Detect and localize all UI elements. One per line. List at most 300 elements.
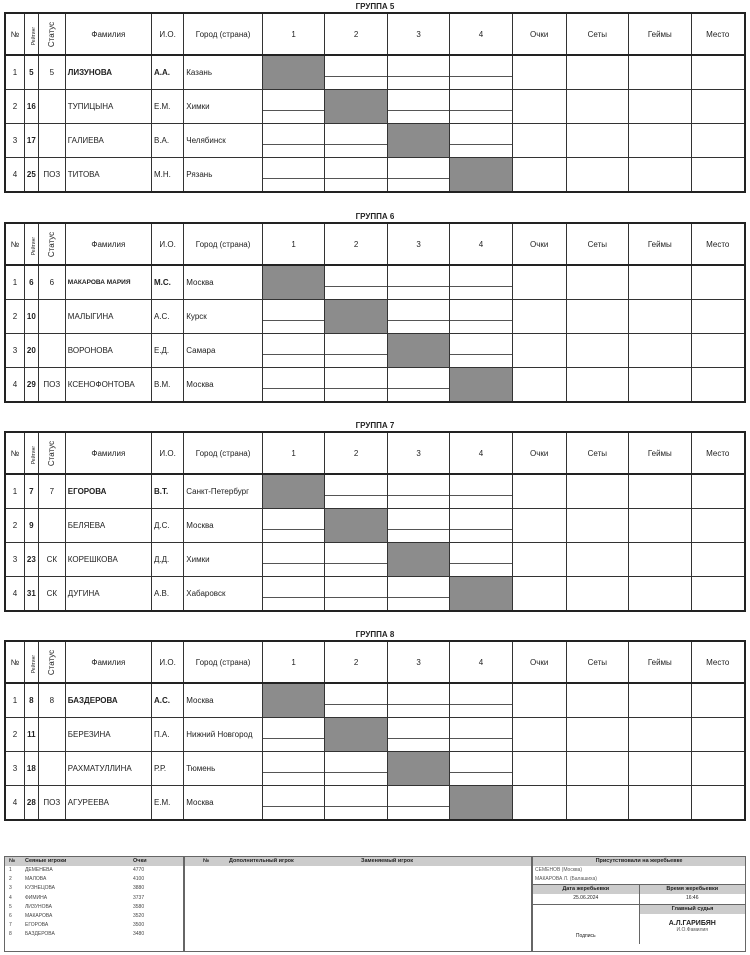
player-surname: ЕГОРОВА: [65, 474, 151, 509]
score-cell[interactable]: [387, 509, 449, 543]
place-cell[interactable]: [691, 786, 745, 821]
header-num: №: [5, 432, 24, 474]
seeded-name: ЕГОРОВА: [25, 922, 49, 929]
score-line: [388, 76, 449, 77]
chief-judge-cell: [639, 914, 746, 944]
seeded-players-box: [4, 856, 184, 952]
score-cell[interactable]: [387, 300, 449, 334]
score-line: [450, 738, 511, 739]
player-status: СК: [38, 577, 65, 612]
player-num: 3: [5, 752, 24, 786]
player-rating: 18: [24, 752, 38, 786]
seeded-row: [5, 884, 183, 893]
place-cell[interactable]: [691, 509, 745, 543]
table-row: [5, 90, 745, 124]
player-status: 8: [38, 683, 65, 718]
place-cell[interactable]: [691, 334, 745, 368]
header-col-3: 3: [387, 641, 449, 683]
player-num: 2: [5, 90, 24, 124]
header-surname: Фамилия: [65, 432, 151, 474]
player-num: 1: [5, 474, 24, 509]
score-cell[interactable]: [325, 577, 387, 612]
place-cell[interactable]: [691, 368, 745, 403]
seeded-row: [5, 866, 183, 875]
sets-cell[interactable]: [566, 368, 628, 403]
date-time-header-row: [533, 884, 745, 894]
games-cell[interactable]: [629, 90, 691, 124]
score-line: [325, 388, 386, 389]
player-num: 4: [5, 786, 24, 821]
score-cell[interactable]: [325, 474, 387, 509]
points-cell[interactable]: [512, 543, 566, 577]
diagonal-cell: [262, 265, 324, 300]
player-status: [38, 509, 65, 543]
header-col-3: 3: [387, 223, 449, 265]
player-status: 7: [38, 474, 65, 509]
place-cell[interactable]: [691, 90, 745, 124]
sets-cell[interactable]: [566, 474, 628, 509]
sets-cell[interactable]: [566, 300, 628, 334]
score-line: [325, 354, 386, 355]
player-city: Челябинск: [184, 124, 263, 158]
header-col-1: 1: [262, 13, 324, 55]
player-num: 3: [5, 543, 24, 577]
points-cell[interactable]: [512, 577, 566, 612]
seeded-points: 3500: [133, 922, 145, 929]
sets-cell[interactable]: [566, 90, 628, 124]
player-rating: 8: [24, 683, 38, 718]
score-cell[interactable]: [262, 300, 324, 334]
player-city: Химки: [184, 543, 263, 577]
score-cell[interactable]: [450, 124, 512, 158]
sets-cell[interactable]: [566, 265, 628, 300]
player-initials: Д.Д.: [151, 543, 183, 577]
score-cell[interactable]: [325, 265, 387, 300]
header-points: Очки: [512, 13, 566, 55]
player-rating: 16: [24, 90, 38, 124]
player-city: Москва: [184, 683, 263, 718]
header-place: Место: [691, 223, 745, 265]
player-surname: АГУРЕЕВА: [65, 786, 151, 821]
score-cell[interactable]: [387, 55, 449, 90]
place-cell[interactable]: [691, 158, 745, 193]
diagonal-cell: [262, 683, 324, 718]
sets-cell[interactable]: [566, 334, 628, 368]
seeded-name: ФИМИНА: [25, 894, 48, 901]
points-cell[interactable]: [512, 509, 566, 543]
games-cell[interactable]: [629, 474, 691, 509]
header-rating: Рейтинг: [31, 654, 38, 673]
header-games: Геймы: [629, 223, 691, 265]
score-cell[interactable]: [450, 300, 512, 334]
score-cell[interactable]: [325, 683, 387, 718]
player-status: 5: [38, 55, 65, 90]
table-row: [5, 683, 745, 718]
header-surname: Фамилия: [65, 641, 151, 683]
header-surname: Фамилия: [65, 223, 151, 265]
seeded-row: [5, 921, 183, 930]
seeded-num: 4: [9, 894, 12, 901]
player-surname: РАХМАТУЛЛИНА: [65, 752, 151, 786]
score-cell[interactable]: [387, 474, 449, 509]
diagonal-cell: [325, 90, 387, 124]
games-cell[interactable]: [629, 543, 691, 577]
present-2: МАКАРОВА Л. (Балашиха): [535, 876, 597, 883]
place-cell[interactable]: [691, 683, 745, 718]
table-row: [5, 368, 745, 403]
score-cell[interactable]: [325, 124, 387, 158]
draw-info-box: [532, 856, 746, 952]
header-initials: И.О.: [151, 432, 183, 474]
table-row: [5, 55, 745, 90]
seeded-list: [5, 866, 183, 940]
games-cell[interactable]: [629, 55, 691, 90]
score-line: [263, 110, 324, 111]
seeded-points: 3520: [133, 912, 145, 919]
score-line: [388, 738, 449, 739]
score-cell[interactable]: [325, 334, 387, 368]
group-table: [4, 12, 746, 193]
player-city: Москва: [184, 368, 263, 403]
header-col-4: 4: [450, 641, 512, 683]
score-line: [450, 144, 511, 145]
score-line: [325, 597, 386, 598]
group-block: [4, 2, 746, 193]
sets-cell[interactable]: [566, 509, 628, 543]
player-city: Самара: [184, 334, 263, 368]
diagonal-cell: [450, 368, 512, 403]
seeded-num: 3: [9, 885, 12, 892]
score-line: [263, 529, 324, 530]
score-cell[interactable]: [450, 474, 512, 509]
sets-cell[interactable]: [566, 124, 628, 158]
score-cell[interactable]: [262, 158, 324, 193]
place-cell[interactable]: [691, 543, 745, 577]
player-initials: А.В.: [151, 577, 183, 612]
place-cell[interactable]: [691, 718, 745, 752]
points-cell[interactable]: [512, 334, 566, 368]
sets-cell[interactable]: [566, 683, 628, 718]
score-line: [450, 354, 511, 355]
score-cell[interactable]: [325, 786, 387, 821]
sets-cell[interactable]: [566, 577, 628, 612]
score-cell[interactable]: [325, 158, 387, 193]
sets-cell[interactable]: [566, 786, 628, 821]
points-cell[interactable]: [512, 474, 566, 509]
points-cell[interactable]: [512, 55, 566, 90]
points-cell[interactable]: [512, 718, 566, 752]
score-cell[interactable]: [450, 334, 512, 368]
player-initials: А.С.: [151, 300, 183, 334]
score-cell[interactable]: [262, 368, 324, 403]
points-cell[interactable]: [512, 368, 566, 403]
table-row: [5, 543, 745, 577]
header-num: №: [5, 13, 24, 55]
player-surname: ТИТОВА: [65, 158, 151, 193]
score-line: [450, 76, 511, 77]
player-surname: ВОРОНОВА: [65, 334, 151, 368]
seeded-name: БАЗДЕРОВА: [25, 931, 55, 938]
header-place: Место: [691, 432, 745, 474]
diagonal-cell: [262, 55, 324, 90]
score-cell[interactable]: [262, 752, 324, 786]
score-line: [450, 772, 511, 773]
points-cell[interactable]: [512, 683, 566, 718]
score-cell[interactable]: [262, 90, 324, 124]
score-cell[interactable]: [262, 509, 324, 543]
player-num: 3: [5, 124, 24, 158]
seeded-name-header: Сеяные игроки: [25, 858, 67, 864]
player-city: Москва: [184, 265, 263, 300]
score-line: [450, 110, 511, 111]
points-cell[interactable]: [512, 786, 566, 821]
header-col-3: 3: [387, 432, 449, 474]
player-status: 6: [38, 265, 65, 300]
player-rating: 31: [24, 577, 38, 612]
player-initials: В.Т.: [151, 474, 183, 509]
player-initials: А.С.: [151, 683, 183, 718]
header-col-1: 1: [262, 641, 324, 683]
place-cell[interactable]: [691, 265, 745, 300]
header-rating: Рейтинг: [31, 445, 38, 464]
score-cell[interactable]: [387, 265, 449, 300]
score-cell[interactable]: [262, 577, 324, 612]
header-sets: Сеты: [566, 13, 628, 55]
header-col-4: 4: [450, 432, 512, 474]
score-cell[interactable]: [387, 368, 449, 403]
header-col-1: 1: [262, 223, 324, 265]
diagonal-cell: [325, 718, 387, 752]
score-cell[interactable]: [387, 683, 449, 718]
group-title: ГРУППА 8: [355, 630, 395, 639]
player-num: 3: [5, 334, 24, 368]
seeded-row: [5, 903, 183, 912]
place-cell[interactable]: [691, 55, 745, 90]
player-surname: КОРЕШКОВА: [65, 543, 151, 577]
score-cell[interactable]: [450, 683, 512, 718]
header-status: Статус: [47, 440, 57, 466]
score-cell[interactable]: [387, 577, 449, 612]
place-cell[interactable]: [691, 577, 745, 612]
score-cell[interactable]: [450, 55, 512, 90]
header-initials: И.О.: [151, 223, 183, 265]
score-cell[interactable]: [387, 158, 449, 193]
group-title: ГРУППА 6: [355, 212, 395, 221]
extra-players-box: [184, 856, 532, 952]
games-cell[interactable]: [629, 158, 691, 193]
score-line: [450, 563, 511, 564]
group-title: ГРУППА 5: [355, 2, 395, 11]
score-cell[interactable]: [387, 718, 449, 752]
score-cell[interactable]: [262, 543, 324, 577]
player-initials: Р.Р.: [151, 752, 183, 786]
sets-cell[interactable]: [566, 55, 628, 90]
extra-add-header: Дополнительный игрок: [229, 858, 294, 864]
games-cell[interactable]: [629, 124, 691, 158]
draw-time: 16:46: [685, 895, 699, 902]
score-line: [263, 597, 324, 598]
games-cell[interactable]: [629, 265, 691, 300]
score-line: [388, 806, 449, 807]
points-cell[interactable]: [512, 90, 566, 124]
score-line: [325, 76, 386, 77]
games-cell[interactable]: [629, 509, 691, 543]
diagonal-cell: [450, 577, 512, 612]
draw-time-header: Время жеребьевки: [640, 885, 746, 894]
group-table: [4, 640, 746, 821]
table-row: [5, 124, 745, 158]
score-cell[interactable]: [450, 543, 512, 577]
player-initials: Е.М.: [151, 90, 183, 124]
table-row: [5, 300, 745, 334]
player-initials: М.Н.: [151, 158, 183, 193]
player-surname: ТУПИЦЫНА: [65, 90, 151, 124]
header-surname: Фамилия: [65, 13, 151, 55]
seeded-num: 6: [9, 912, 12, 919]
score-cell[interactable]: [450, 718, 512, 752]
diagonal-cell: [325, 509, 387, 543]
place-cell[interactable]: [691, 300, 745, 334]
seeded-name: КУЗНЕЦОВА: [25, 885, 55, 892]
points-cell[interactable]: [512, 158, 566, 193]
games-cell[interactable]: [629, 718, 691, 752]
header-initials: И.О.: [151, 641, 183, 683]
player-city: Тюмень: [184, 752, 263, 786]
chief-judge-name: А.Л.ГАРИБЯН: [668, 919, 716, 927]
header-col-4: 4: [450, 223, 512, 265]
player-city: Хабаровск: [184, 577, 263, 612]
player-rating: 10: [24, 300, 38, 334]
player-rating: 5: [24, 55, 38, 90]
score-cell[interactable]: [325, 543, 387, 577]
header-num: №: [5, 641, 24, 683]
header-city: Город (страна): [184, 223, 263, 265]
score-cell[interactable]: [262, 718, 324, 752]
player-city: Казань: [184, 55, 263, 90]
player-status: [38, 752, 65, 786]
score-cell[interactable]: [262, 334, 324, 368]
points-cell[interactable]: [512, 752, 566, 786]
header-rating: Рейтинг: [31, 26, 38, 45]
player-initials: Е.М.: [151, 786, 183, 821]
header-col-3: 3: [387, 13, 449, 55]
extra-header: [185, 857, 531, 866]
place-cell[interactable]: [691, 752, 745, 786]
games-cell[interactable]: [629, 683, 691, 718]
player-initials: Е.Д.: [151, 334, 183, 368]
score-line: [325, 286, 386, 287]
points-cell[interactable]: [512, 265, 566, 300]
score-line: [388, 388, 449, 389]
seeded-header: [5, 857, 183, 866]
score-line: [263, 563, 324, 564]
score-line: [388, 320, 449, 321]
player-city: Курск: [184, 300, 263, 334]
group-block: [4, 421, 746, 612]
games-cell[interactable]: [629, 577, 691, 612]
points-cell[interactable]: [512, 124, 566, 158]
score-line: [263, 772, 324, 773]
player-surname: БЕЛЯЕВА: [65, 509, 151, 543]
player-rating: 6: [24, 265, 38, 300]
place-cell[interactable]: [691, 124, 745, 158]
table-row: [5, 265, 745, 300]
score-cell[interactable]: [262, 786, 324, 821]
header-status: Статус: [47, 21, 57, 47]
seeded-row: [5, 875, 183, 884]
score-line: [263, 354, 324, 355]
player-initials: В.М.: [151, 368, 183, 403]
sets-cell[interactable]: [566, 158, 628, 193]
games-cell[interactable]: [629, 752, 691, 786]
table-row: [5, 786, 745, 821]
group-block: [4, 212, 746, 403]
sets-cell[interactable]: [566, 752, 628, 786]
score-cell[interactable]: [325, 368, 387, 403]
seeded-row: [5, 912, 183, 921]
player-initials: П.А.: [151, 718, 183, 752]
score-cell[interactable]: [450, 752, 512, 786]
player-rating: 23: [24, 543, 38, 577]
score-line: [388, 704, 449, 705]
place-cell[interactable]: [691, 474, 745, 509]
header-col-2: 2: [325, 432, 387, 474]
extra-replace-header: Заменяемый игрок: [361, 858, 413, 864]
player-city: Москва: [184, 786, 263, 821]
sets-cell[interactable]: [566, 543, 628, 577]
score-line: [388, 597, 449, 598]
seeded-num: 5: [9, 903, 12, 910]
chief-judge-header: Главный судья: [639, 905, 745, 914]
score-cell[interactable]: [450, 90, 512, 124]
diagonal-cell: [450, 158, 512, 193]
score-line: [325, 772, 386, 773]
score-cell[interactable]: [262, 124, 324, 158]
score-line: [263, 388, 324, 389]
player-rating: 20: [24, 334, 38, 368]
score-line: [263, 178, 324, 179]
score-cell[interactable]: [450, 509, 512, 543]
seeded-points: 3880: [133, 885, 145, 892]
sets-cell[interactable]: [566, 718, 628, 752]
score-cell[interactable]: [387, 786, 449, 821]
diagonal-cell: [387, 543, 449, 577]
group-table: [4, 431, 746, 612]
seeded-points-header: Очки: [133, 858, 147, 864]
score-line: [263, 806, 324, 807]
seeded-row: [5, 930, 183, 939]
score-cell[interactable]: [325, 55, 387, 90]
present-header: Присутствовали на жеребьевке: [533, 857, 745, 866]
player-status: [38, 300, 65, 334]
header-place: Место: [691, 641, 745, 683]
seeded-num: 1: [9, 867, 12, 873]
score-cell[interactable]: [325, 752, 387, 786]
header-city: Город (страна): [184, 432, 263, 474]
games-cell[interactable]: [629, 300, 691, 334]
games-cell[interactable]: [629, 368, 691, 403]
header-col-2: 2: [325, 641, 387, 683]
score-cell[interactable]: [387, 90, 449, 124]
score-cell[interactable]: [450, 265, 512, 300]
seeded-points: 3737: [133, 894, 145, 901]
header-sets: Сеты: [566, 432, 628, 474]
points-cell[interactable]: [512, 300, 566, 334]
score-line: [388, 495, 449, 496]
games-cell[interactable]: [629, 334, 691, 368]
games-cell[interactable]: [629, 786, 691, 821]
header-games: Геймы: [629, 641, 691, 683]
